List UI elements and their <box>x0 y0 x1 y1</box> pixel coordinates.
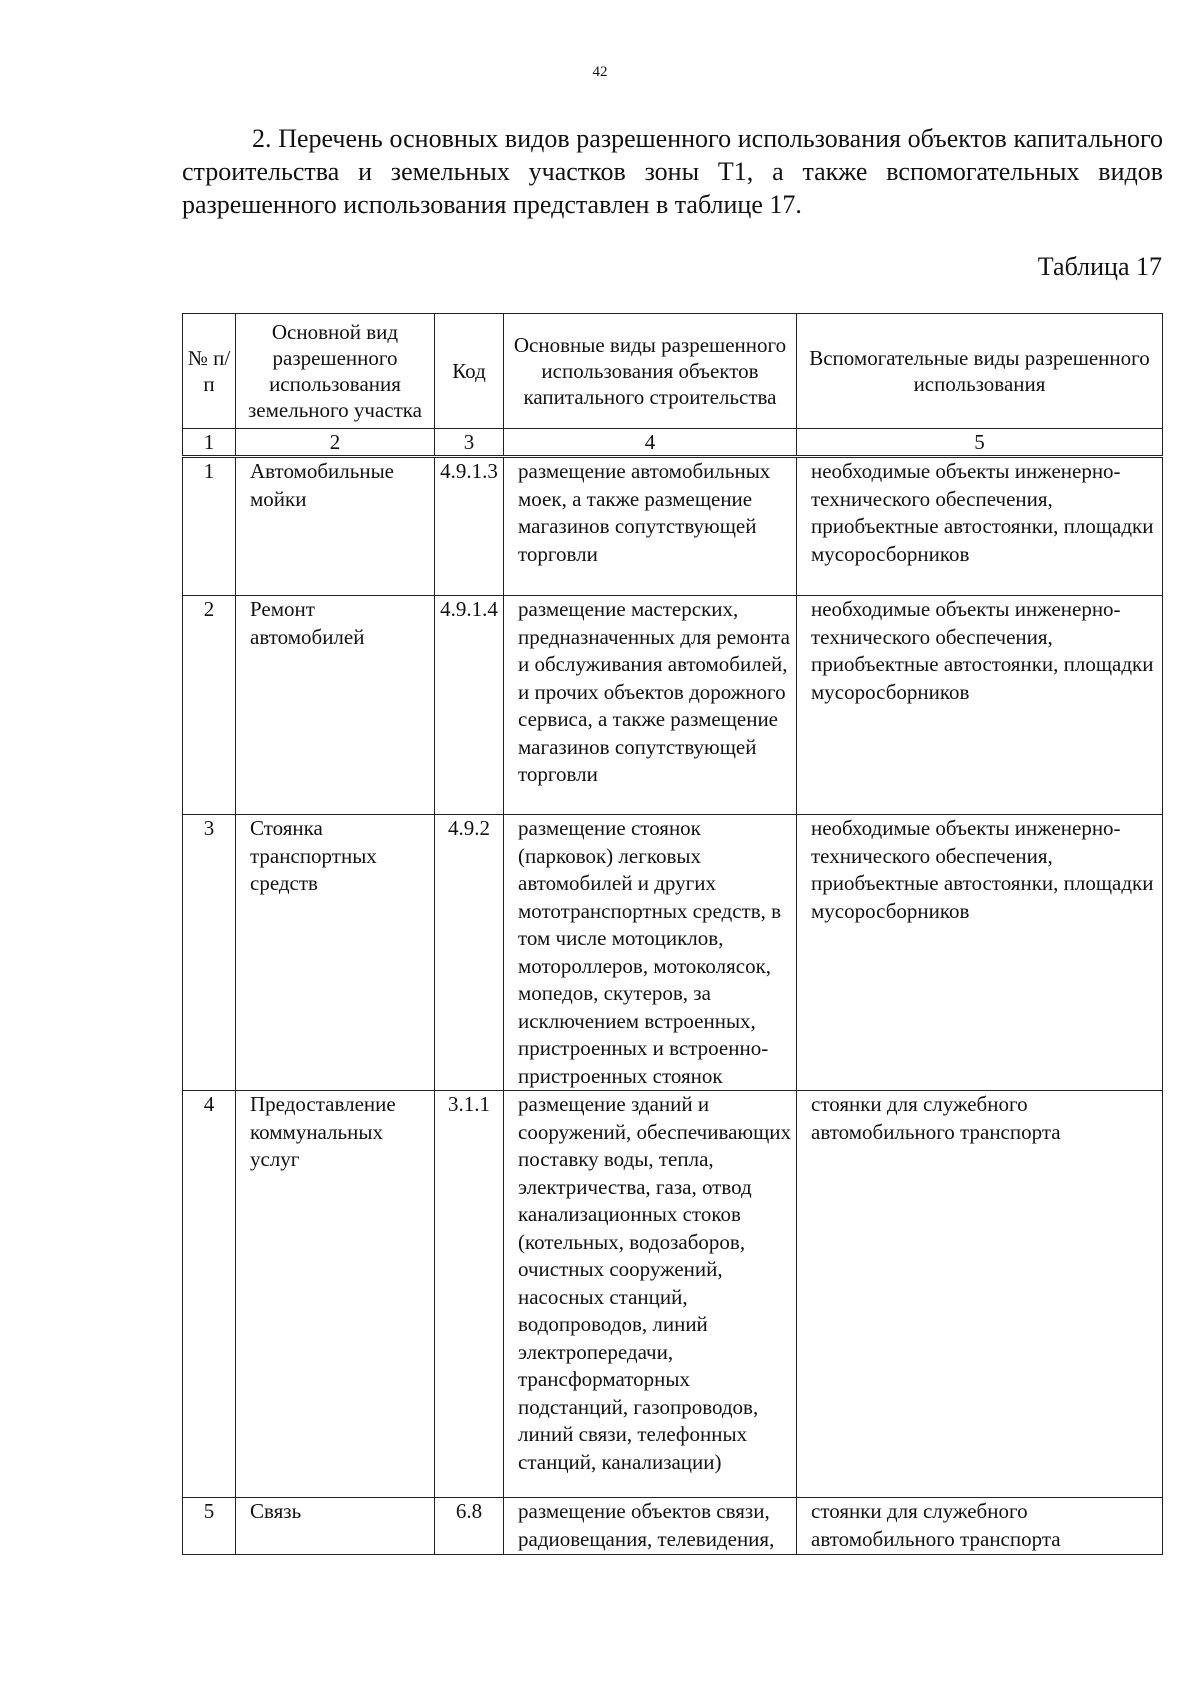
land-use-name: Стоянка транспортных средств <box>236 815 435 1091</box>
aux-uses: стоянки для служебного автомобильного транспорта <box>797 1498 1163 1555</box>
table-row <box>183 596 1163 815</box>
header-no: № п/п <box>183 314 236 429</box>
land-use-name: Предоставление коммунальных услуг <box>236 1091 435 1498</box>
main-uses: размещение зданий и сооружений, обеспечивающих поставку воды, тепла, электричества, газа, отвод канализационных стоков (котельных, водозаборов, очистных сооружений, насосных станций, водопроводов, линий электропередачи, трансформаторных подстанций, газопроводов, линий связи, телефонных станций, канализации) <box>504 1091 797 1498</box>
permitted-uses-table <box>182 313 1163 1555</box>
table-row <box>183 1091 1163 1498</box>
land-use-name: Связь <box>236 1498 435 1555</box>
aux-uses: необходимые объекты инженерно-технического обеспечения, приобъектные автостоянки, площадки мусоросборников <box>797 457 1163 596</box>
use-code: 6.8 <box>435 1498 504 1555</box>
use-code: 4.9.1.4 <box>435 596 504 815</box>
table-header-row <box>183 314 1163 429</box>
land-use-name: Автомобильные мойки <box>236 457 435 596</box>
use-code: 4.9.2 <box>435 815 504 1091</box>
column-number: 3 <box>435 429 504 457</box>
aux-uses: необходимые объекты инженерно-технического обеспечения, приобъектные автостоянки, площадки мусоросборников <box>797 596 1163 815</box>
aux-uses: стоянки для служебного автомобильного транспорта <box>797 1091 1163 1498</box>
page-number: 42 <box>592 64 608 80</box>
main-uses: размещение объектов связи, радиовещания, телевидения, <box>504 1498 797 1555</box>
row-number: 5 <box>183 1498 236 1555</box>
intro-paragraph: 2. Перечень основных видов разрешенного использования объектов капитального строительства и земельных участков зоны Т1, а также вспомогательных видов разрешенного использования представлен в таблице 17. <box>182 124 1163 219</box>
header-land-use: Основной вид разрешенного использования земельного участка <box>236 314 435 429</box>
row-number: 4 <box>183 1091 236 1498</box>
row-number: 2 <box>183 596 236 815</box>
header-code: Код <box>435 314 504 429</box>
aux-uses: необходимые объекты инженерно-технического обеспечения, приобъектные автостоянки, площадки мусоросборников <box>797 815 1163 1091</box>
use-code: 3.1.1 <box>435 1091 504 1498</box>
table-row <box>183 815 1163 1091</box>
main-uses: размещение мастерских, предназначенных для ремонта и обслуживания автомобилей, и прочих объектов дорожного сервиса, а также размещение магазинов сопутствующей торговли <box>504 596 797 815</box>
column-number-row <box>183 429 1163 457</box>
use-code: 4.9.1.3 <box>435 457 504 596</box>
table-row <box>183 1498 1163 1555</box>
column-number: 4 <box>504 429 797 457</box>
column-number: 5 <box>797 429 1163 457</box>
main-uses: размещение автомобильных моек, а также размещение магазинов сопутствующей торговли <box>504 457 797 596</box>
row-number: 3 <box>183 815 236 1091</box>
column-number: 2 <box>236 429 435 457</box>
table-row <box>183 457 1163 596</box>
column-number: 1 <box>183 429 236 457</box>
land-use-name: Ремонт автомобилей <box>236 596 435 815</box>
header-main-uses: Основные виды разрешенного использования объектов капитального строительства <box>504 314 797 429</box>
table-caption: Таблица 17 <box>1037 252 1162 281</box>
header-aux-uses: Вспомогательные виды разрешенного использования <box>797 314 1163 429</box>
row-number: 1 <box>183 457 236 596</box>
main-uses: размещение стоянок (парковок) легковых автомобилей и других мототранспортных средств, в том числе мотоциклов, мотороллеров, мотоколясок, мопедов, скутеров, за исключением встроенных, пристроенных и встроенно-пристроенных стоянок <box>504 815 797 1091</box>
